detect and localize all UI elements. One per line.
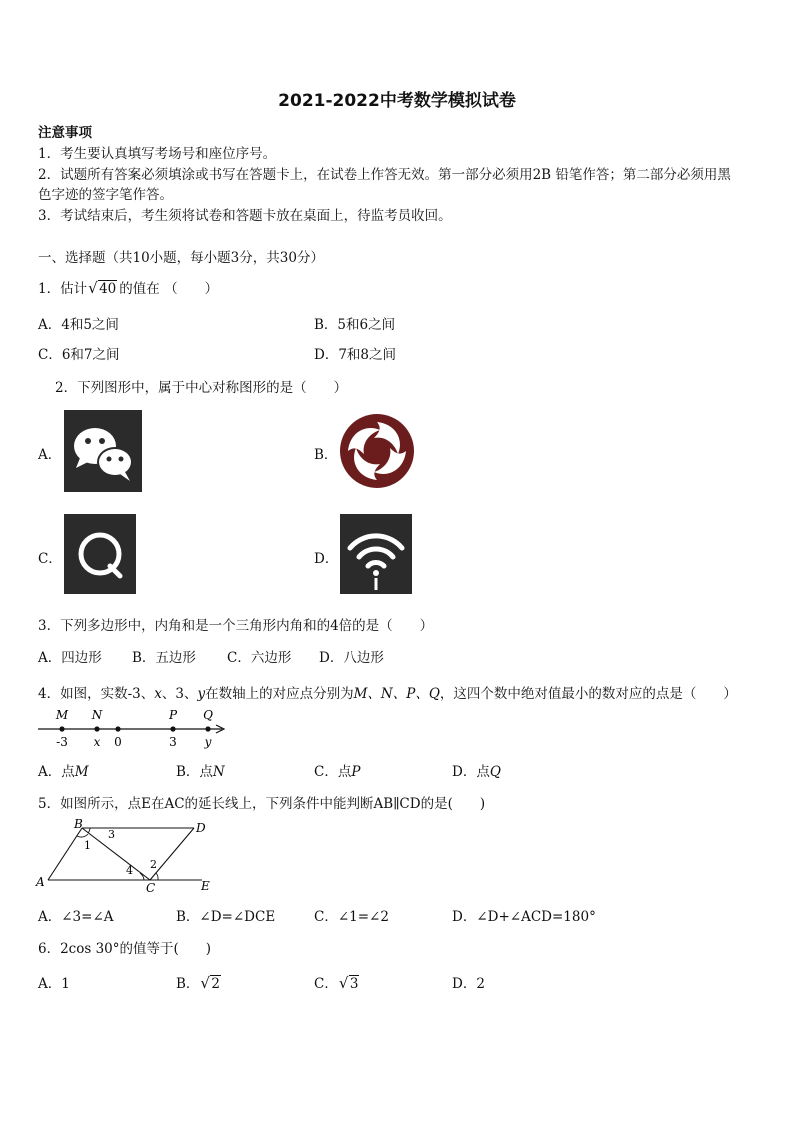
axis-point-value: -3 — [56, 735, 68, 749]
wechat-icon — [64, 410, 142, 492]
q3-option-c: C．六边形 — [227, 650, 292, 666]
label-e: E — [201, 879, 210, 893]
sqrt-symbol: √ 3 — [340, 976, 360, 992]
axis-point-name: P — [168, 708, 178, 722]
angle-label-4: 4 — [126, 864, 133, 877]
axis-point — [59, 726, 64, 731]
q6-option-b: B．√ 2 — [176, 972, 223, 992]
sqrt-symbol: √ 2 — [201, 976, 221, 992]
axis-point — [115, 726, 120, 731]
angle-label-2: 2 — [150, 858, 157, 871]
notice-item: 2．试题所有答案必须填涂或书写在答题卡上，在试卷上作答无效。第一部分必须用2B 铅笔作答；第二部分必须用黑 — [38, 167, 731, 183]
notice-item: 1．考生要认真填写考场号和座位序号。 — [38, 146, 277, 162]
axis-point — [205, 726, 210, 731]
q4-option-c: C．点P — [314, 764, 361, 780]
q3-option-a: A．四边形 — [38, 650, 102, 666]
label-b: B — [74, 817, 83, 831]
q6-option-a: A．1 — [38, 976, 70, 992]
question-4: 4．如图，实数-3、x、3、y在数轴上的对应点分别为M、N、P、Q，这四个数中绝对值最小的数对应的点是（ ） — [38, 686, 737, 702]
axis-point — [170, 726, 175, 731]
wifi-signal-icon — [340, 514, 412, 594]
q1-option-d: D．7和8之间 — [314, 347, 397, 363]
question-2: 2．下列图形中，属于中心对称图形的是（ ） — [55, 380, 348, 396]
question-6: 6．2cos 30°的值等于( ) — [38, 941, 212, 957]
parallelogram-figure — [34, 816, 224, 894]
sqrt-symbol: √ 40 — [89, 281, 117, 297]
q1-stem-post: 的值在 （ ） — [119, 281, 219, 297]
axis-point-name: Q — [203, 708, 213, 722]
axis-point-name: M — [55, 708, 69, 722]
q5-option-b: B．∠D=∠DCE — [176, 909, 276, 925]
notice-heading: 注意事项 — [38, 125, 92, 141]
q1-stem-pre: 1．估计 — [38, 281, 88, 297]
number-line-figure — [36, 706, 236, 752]
q5-option-a: A．∠3=∠A — [38, 909, 114, 925]
q1-option-b: B．5和6之间 — [314, 317, 396, 333]
q5-option-d: D．∠D+∠ACD=180° — [452, 909, 596, 925]
axis-point-value: 0 — [114, 735, 122, 749]
phoenix-logo-icon — [336, 410, 418, 492]
axis-point-value: x — [93, 735, 101, 749]
axis-point-value: y — [204, 735, 212, 749]
q6-option-d: D．2 — [452, 976, 485, 992]
q6-option-c: C．√ 3 — [314, 972, 361, 992]
q3-option-d: D．八边形 — [319, 650, 384, 666]
q2-option-b-label: B． — [314, 447, 338, 463]
q4-option-b: B．点N — [176, 764, 225, 780]
q4-option-a: A．点M — [38, 764, 89, 780]
section-heading: 一、选择题（共10小题，每小题3分，共30分） — [38, 250, 324, 266]
q2-option-a-label: A． — [38, 447, 62, 463]
axis-point-value: 3 — [169, 735, 177, 749]
q2-option-d-label: D． — [314, 551, 339, 567]
axis-point-name: N — [91, 708, 103, 722]
question-1 — [38, 277, 218, 297]
angle-label-1: 1 — [84, 839, 91, 852]
q1-option-c: C．6和7之间 — [38, 347, 120, 363]
q4-option-d: D．点Q — [452, 764, 501, 780]
axis-point — [94, 726, 99, 731]
label-c: C — [146, 881, 156, 894]
angle-label-3: 3 — [108, 828, 115, 841]
question-5: 5．如图所示，点E在AC的延长线上，下列条件中能判断AB∥CD的是( ) — [38, 796, 486, 812]
label-a: A — [36, 875, 45, 889]
page-title: 2021-2022中考数学模拟试卷 — [278, 91, 516, 111]
notice-item: 色字迹的签字笔作答。 — [38, 187, 173, 203]
q1-option-a: A．4和5之间 — [38, 317, 119, 333]
notice-item: 3．考试结束后，考生须将试卷和答题卡放在桌面上，待监考员收回。 — [38, 208, 452, 224]
q5-option-c: C．∠1=∠2 — [314, 909, 389, 925]
q3-option-b: B．五边形 — [132, 650, 196, 666]
label-d: D — [196, 821, 206, 835]
q-letter-icon — [64, 514, 136, 594]
question-3: 3．下列多边形中，内角和是一个三角形内角和的4倍的是（ ） — [38, 618, 434, 634]
q2-option-c-label: C． — [38, 551, 62, 567]
